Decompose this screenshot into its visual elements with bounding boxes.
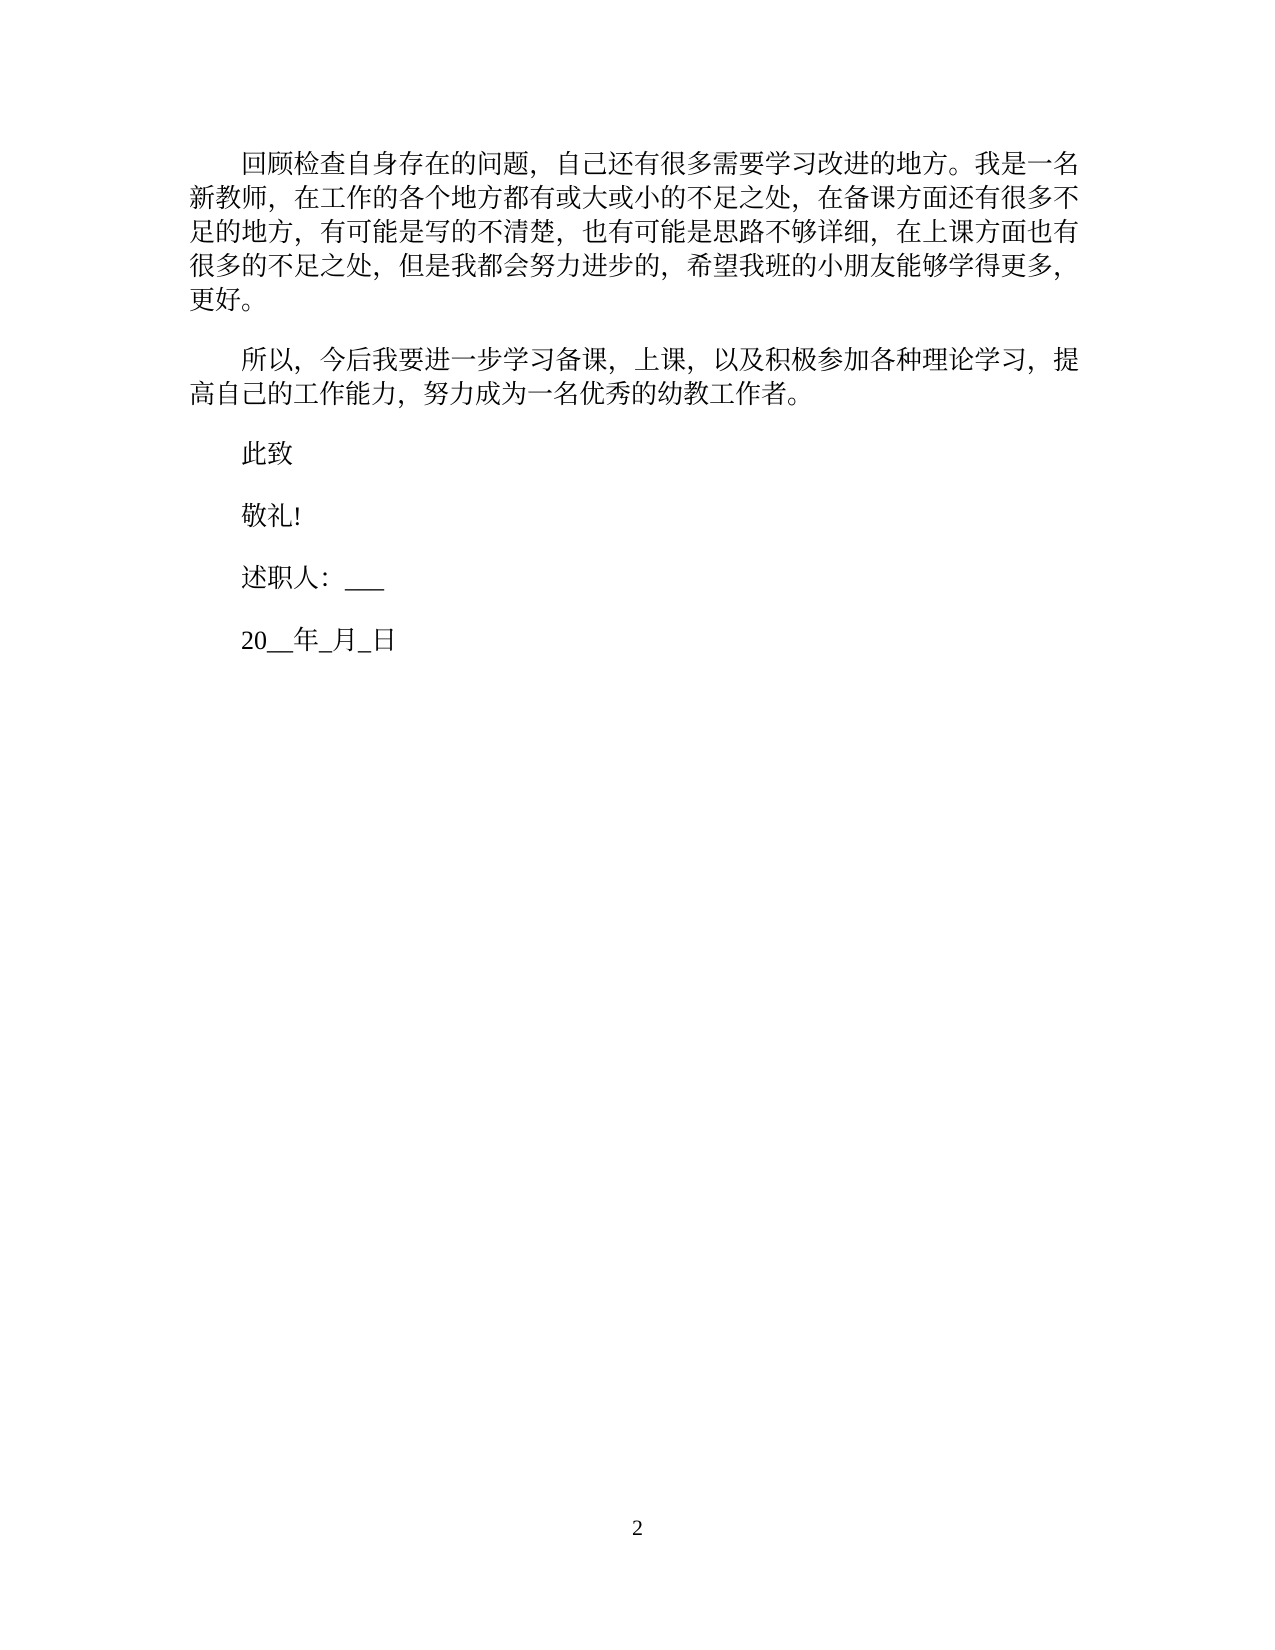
paragraph-self-review: 回顾检查自身存在的问题，自己还有很多需要学习改进的地方。我是一名新教师，在工作的各个地方都有或大或小的不足之处，在备课方面还有很多不足的地方，有可能是写的不清楚，也有可能是思路不够详细，在上课方面也有很多的不足之处，但是我都会努力进步的，希望我班的小朋友能够学得更多，更好。	[189, 150, 1079, 315]
date-line: 20__年_月_日	[241, 626, 398, 655]
reporter-signature-line: 述职人：___	[241, 564, 385, 593]
closing-phrase: 此致	[241, 440, 294, 469]
paragraph-future-plan: 所以，今后我要进一步学习备课，上课，以及积极参加各种理论学习，提高自己的工作能力，努力成为一名优秀的幼教工作者。	[189, 346, 1079, 409]
page-number: 2	[632, 1515, 643, 1540]
salutation: 敬礼!	[241, 502, 302, 531]
document-body	[189, 148, 1079, 658]
